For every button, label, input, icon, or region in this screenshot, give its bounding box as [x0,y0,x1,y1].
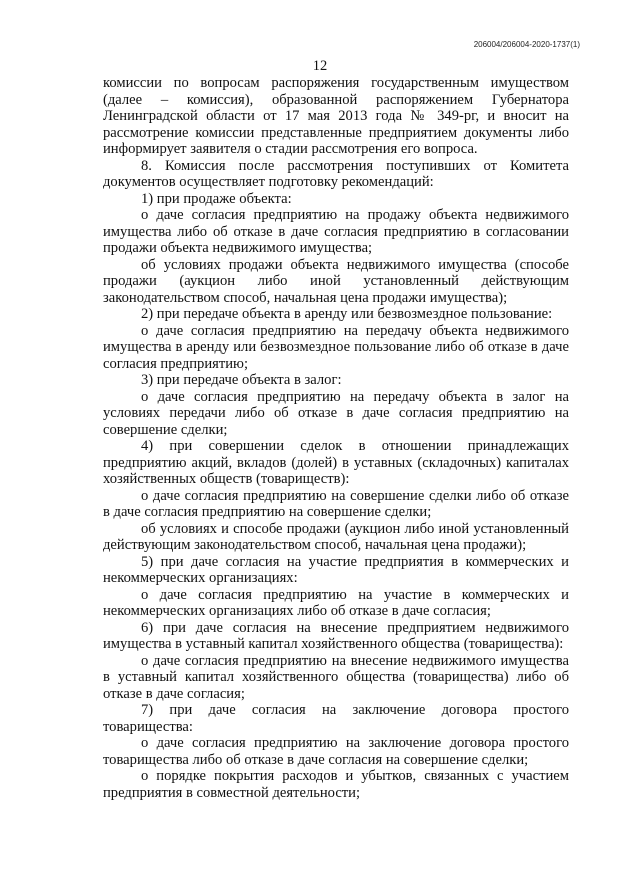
paragraph: 8. Комиссия после рассмотрения поступивших от Комитета документов осуществляет подготовку рекомендаций: [103,157,569,190]
paragraph: 1) при продаже объекта: [141,190,292,207]
document-code: 206004/206004-2020-1737(1) [473,40,580,49]
paragraph: 7) при даче согласия на заключение договора простого товарищества: [103,702,569,735]
paragraph: 3) при передаче объекта в залог: [141,372,342,388]
paragraph: о даче согласия предприятию на передачу объекта в залог на условиях передачи либо об отказе в даче согласия предприятию на совершение сделки; [103,388,569,438]
paragraph: о даче согласия предприятию на внесение недвижимого имущества в уставный капитал хозяйственного общества (товарищества) либо об отказе в даче согласия; [103,652,569,702]
paragraph: комиссии по вопросам распоряжения государственным имуществом (далее – комиссия), образованной распоряжением Губернатора Ленинградской области от 17 мая 2013 года № 349-рг, и вносит на рассмотрение комиссии представленные предприятием документы либо информирует заявителя о стадии рассмотрения его вопроса. [103,75,569,157]
paragraph: о даче согласия предприятию на передачу объекта недвижимого имущества в аренду или безвозмездное пользование либо об отказе в даче согласия предприятию; [103,322,569,372]
paragraph: 5) при даче согласия на участие предприятия в коммерческих и некоммерческих организациях: [103,553,569,586]
paragraph: о даче согласия предприятию на заключение договора простого товарищества либо об отказе в даче согласия на совершение сделки; [103,735,569,768]
paragraph: о даче согласия предприятию на продажу объекта недвижимого имущества либо об отказе в даче согласия предприятию в согласовании продажи объекта недвижимого имущества; [103,207,569,256]
document-body [103,75,569,801]
paragraph: об условиях продажи объекта недвижимого имущества (способе продажи (аукцион либо иной установленный действующим законодательством способ, начальная цена продажи имущества); [103,256,569,306]
paragraph: о даче согласия предприятию на совершение сделки либо об отказе в даче согласия предприятию на совершение сделки; [103,487,569,520]
paragraph: 6) при даче согласия на внесение предприятием недвижимого имущества в уставный капитал хозяйственного общества (товарищества): [103,619,569,652]
paragraph: 2) при передаче объекта в аренду или безвозмездное пользование: [141,306,553,322]
page-number: 12 [312,58,328,74]
paragraph: о даче согласия предприятию на участие в коммерческих и некоммерческих организациях либо об отказе в даче согласия; [103,586,569,619]
paragraph: о порядке покрытия расходов и убытков, связанных с участием предприятия в совместной деятельности; [103,768,569,801]
paragraph: об условиях и способе продажи (аукцион либо иной установленный действующим законодательством способ, начальная цена продажи); [103,520,569,553]
paragraph: 4) при совершении сделок в отношении принадлежащих предприятию акций, вкладов (долей) в уставных (складочных) капиталах хозяйственных обществ (товариществ): [103,438,569,487]
